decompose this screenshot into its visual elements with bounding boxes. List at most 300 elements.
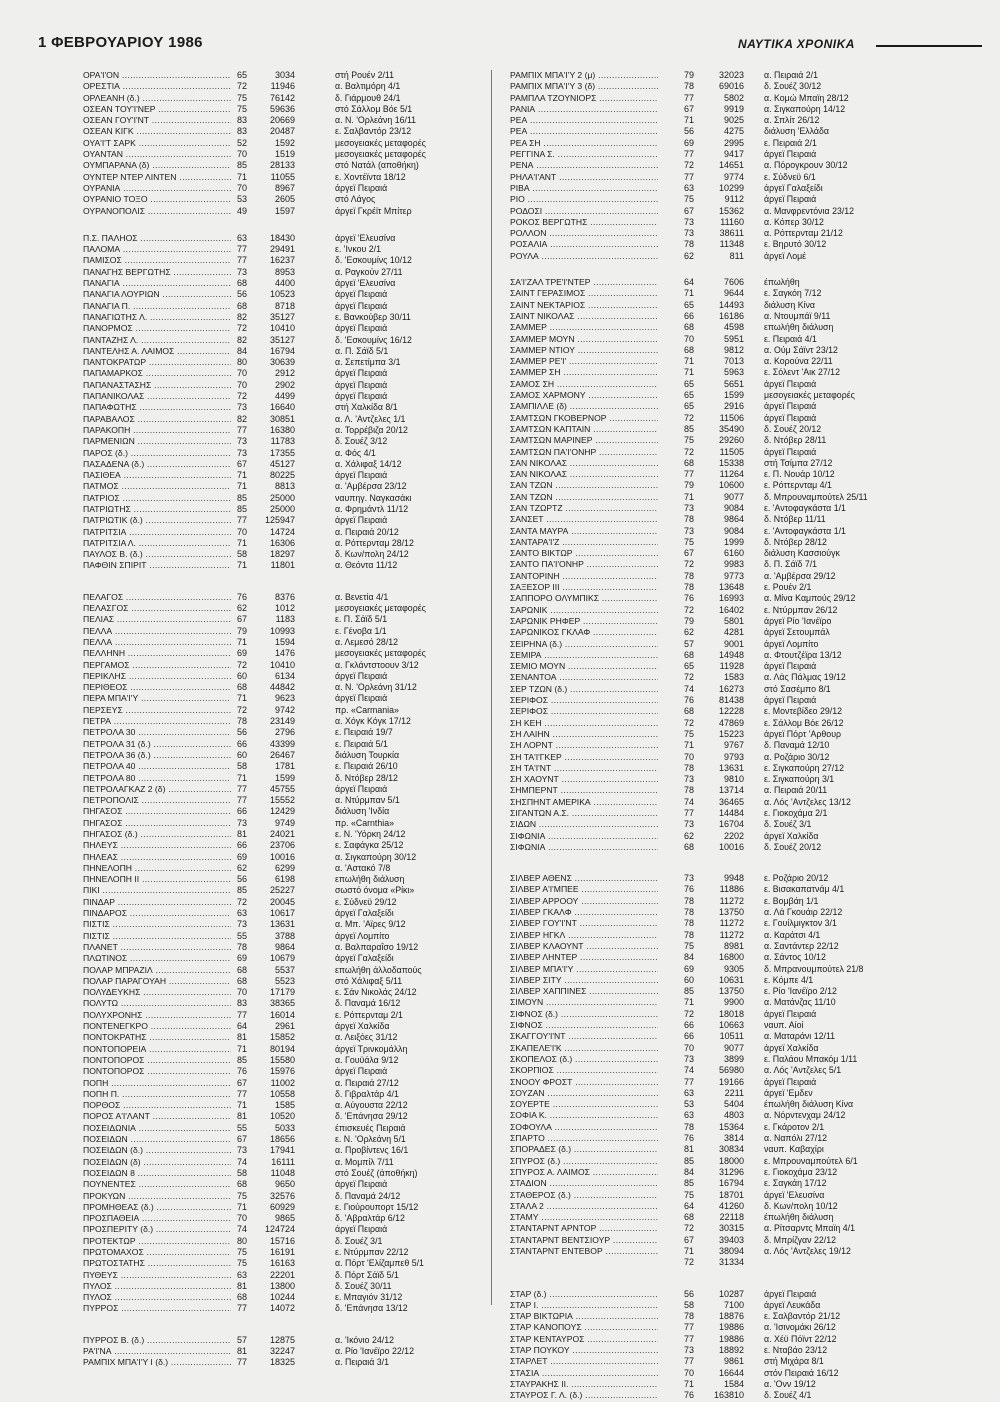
- ship-name: ΠΥΡΡΟΣ Β. (δ.) .....: [83, 1335, 231, 1346]
- ship-name: ΣΤΑΡ ΚΑΝΟΠΟΥΣ .....: [510, 1322, 658, 1333]
- ship-name: ΣΙΛΒΕΡ ΧΑΠΠΙΝΕΣ .....: [510, 986, 658, 997]
- ship-name: ΠΕΛΙΑΣ .....: [83, 614, 231, 625]
- build-year: 70: [236, 182, 247, 193]
- tonnage: 10679: [269, 953, 295, 964]
- ship-name: ΠΗΛΕΑΣ .....: [83, 852, 231, 863]
- tonnage: 15580: [269, 1054, 295, 1065]
- ship-status: άργεϊ Λομπίτο: [764, 638, 819, 649]
- ship-status: δ. Σουέζ 20/12: [764, 423, 822, 434]
- ship-name: ΣΤΑΥΡΟΣ Γ. Λ. (δ.) .....: [510, 1390, 658, 1401]
- tonnage: 16794: [718, 1178, 744, 1189]
- build-year: 72: [236, 81, 247, 92]
- ship-status: ε. Χοντέϊντα 18/12: [335, 171, 406, 182]
- tonnage: 11272: [719, 918, 744, 929]
- ship-status: ε. Νταβάο 23/12: [764, 1345, 828, 1356]
- build-year: 69: [683, 963, 694, 974]
- ship-entry: [83, 682, 485, 693]
- build-year: 77: [683, 149, 694, 160]
- tonnage: 10016: [718, 841, 744, 852]
- build-year: 85: [236, 503, 247, 514]
- ship-status: ε. Γένοβα 1/1: [335, 625, 387, 636]
- ship-name: ΠΙΣΤΙΣ .....: [83, 931, 231, 942]
- ship-entry: [510, 1122, 980, 1133]
- ship-name: ΠΛΑΝΕΤ .....: [83, 942, 231, 953]
- ship-status: άργεϊ Γαλαξείδι: [335, 908, 394, 919]
- ship-name: ΡΟΥΛΑ .....: [510, 251, 658, 262]
- tonnage: 15976: [269, 1066, 295, 1077]
- ship-status: δ. Ντόβερ 28/12: [335, 772, 398, 783]
- ship-entry: [83, 1021, 485, 1032]
- build-year: 75: [683, 536, 694, 547]
- build-year: 66: [236, 806, 247, 817]
- tonnage: 13750: [718, 907, 744, 918]
- build-year: 78: [236, 941, 247, 952]
- build-year: 77: [683, 469, 694, 480]
- tonnage: 16380: [269, 424, 295, 435]
- build-year: 64: [683, 1200, 694, 1211]
- tonnage: 11886: [719, 884, 744, 895]
- ship-name: ΣΟΥΖΑΝ .....: [510, 1088, 658, 1099]
- ship-name: ΠΑΦΘΙΝ ΣΠΙΡΙΤ .....: [83, 560, 231, 571]
- ship-status: διάλυση 'Ελλάδα: [764, 126, 829, 137]
- ship-entry: [83, 1010, 485, 1021]
- build-year: 75: [683, 435, 694, 446]
- ship-status: άργεϊ Πειραιά: [764, 446, 817, 457]
- ship-entry: [510, 480, 980, 491]
- build-year: 77: [236, 1303, 247, 1314]
- ship-entry: [83, 1258, 485, 1269]
- ship-name: ΣΠΥΡΟΣ (δ.) .....: [510, 1156, 658, 1167]
- ship-status: α. Ρόττερνταμ 28/12: [335, 537, 414, 548]
- tonnage: 38365: [269, 998, 295, 1009]
- ship-entry: [510, 661, 980, 672]
- tonnage: 9810: [723, 774, 744, 785]
- ship-entry: [510, 160, 980, 171]
- ship-status: στό Λάγος: [335, 194, 376, 205]
- ship-entry: [83, 1044, 485, 1055]
- ship-status: ε. Π. Νουάρ 10/12: [764, 469, 835, 480]
- tonnage: 31334: [718, 1257, 744, 1268]
- build-year: 64: [683, 277, 694, 288]
- ship-name: ΣΙΛΒΕΡ ΓΟΥ'Ι'ΝΤ .....: [510, 918, 658, 929]
- ship-entry: [510, 1020, 980, 1031]
- ship-name: ΠΥΛΟΣ .....: [83, 1281, 231, 1292]
- build-year: 68: [683, 649, 694, 660]
- ship-name: ΠΟΛΥΧΡΟΝΗΣ .....: [83, 1010, 231, 1021]
- build-year: 71: [236, 171, 247, 182]
- ship-entry: [83, 1168, 485, 1179]
- build-year: 78: [683, 81, 694, 92]
- build-year: 78: [683, 582, 694, 593]
- tonnage: 9864: [723, 514, 744, 525]
- tonnage: 3899: [723, 1053, 744, 1064]
- ship-name: ΣΙΔΩΝ .....: [510, 819, 658, 830]
- tonnage: 9077: [723, 491, 744, 502]
- column-divider: [491, 70, 492, 1305]
- tonnage: 15338: [718, 457, 744, 468]
- ship-entry: [510, 183, 980, 194]
- build-year: 74: [236, 1156, 247, 1167]
- ship-status: ε. 'Αντοφαγκάστα 1/1: [764, 502, 846, 513]
- ship-name: ΠΕΡΓΑΜΟΣ .....: [83, 660, 231, 671]
- ship-name: ΠΕΡΑ ΜΠΑ'Ι'Υ .....: [83, 693, 231, 704]
- ship-name: ΣΙΦΩΝΙΑ .....: [510, 831, 658, 842]
- build-year: 77: [236, 244, 247, 255]
- ship-status: α. Αύγουστα 22/12: [335, 1100, 408, 1111]
- ship-name: ΠΙΣΤΙΣ .....: [83, 919, 231, 930]
- ship-status: α. Σπλίτ 26/12: [764, 115, 820, 126]
- tonnage: 163810: [713, 1390, 744, 1401]
- ship-status: μεσογειακές μεταφορές: [335, 603, 426, 614]
- tonnage: 5802: [723, 92, 744, 103]
- ship-name: ΣΚΟΠΕΛΟΣ (δ.) .....: [510, 1054, 658, 1065]
- ship-name: ΣΗ ΧΑΟΥΝΤ .....: [510, 774, 658, 785]
- ship-entry: [510, 311, 980, 322]
- ship-entry: [510, 718, 980, 729]
- build-year: 82: [236, 334, 247, 345]
- ship-status: άργεϊ Πόρτ 'Αρθουρ: [764, 728, 842, 739]
- ship-name: ΣΤΑΝΤΑΡΝΤ ΒΕΝΤΣΙΟΥΡ .....: [510, 1235, 658, 1246]
- tonnage: 18297: [269, 549, 295, 560]
- ship-status: στό Νατάλ (αποθήκη): [335, 160, 419, 171]
- ship-entry: [83, 942, 485, 953]
- ship-entry: [83, 727, 485, 738]
- ship-name: ΠΟΛΑΡ ΜΠΡΑΖΙΛ .....: [83, 965, 231, 976]
- ship-name: ΣΑ'Ι'ΖΑΛ ΤΡΕ'Ι'ΝΤΕΡ .....: [510, 277, 658, 288]
- ship-name: ΣΑΜΠΙΛΛΕ (δ) .....: [510, 401, 658, 412]
- ship-status: α. 'Ισινομάκι 26/12: [764, 1322, 836, 1333]
- build-year: 67: [236, 458, 247, 469]
- build-year: 75: [683, 1189, 694, 1200]
- ship-status: α. Ντύρμπαν 5/1: [335, 795, 400, 806]
- tonnage: 10410: [269, 323, 295, 334]
- ship-status: α. Βενετία 4/1: [335, 591, 389, 602]
- ship-entry: [83, 436, 485, 447]
- tonnage: 1519: [274, 149, 295, 160]
- ship-name: ΣΑΝΤΟΡΙΝΗ .....: [510, 571, 658, 582]
- ship-name: ΠΕΛΛΑ .....: [83, 626, 231, 637]
- tonnage: 9305: [723, 963, 744, 974]
- tonnage: 10558: [269, 1088, 295, 1099]
- ship-name: ΣΙΦΝΟΣ .....: [510, 1020, 658, 1031]
- ship-name: ΣΤΑΡ Ι. .....: [510, 1300, 658, 1311]
- tonnage: 1597: [274, 205, 295, 216]
- tonnage: 18892: [718, 1345, 744, 1356]
- tonnage: 1999: [723, 536, 744, 547]
- ship-entry: [510, 941, 980, 952]
- tonnage: 8718: [274, 300, 295, 311]
- ship-status: άργεϊ Πειραιά: [335, 323, 388, 334]
- ship-name: ΣΤΑΡ ΒΙΚΤΩΡΙΑ .....: [510, 1311, 658, 1322]
- ship-entry: [510, 975, 980, 986]
- ship-entry: [510, 1345, 980, 1356]
- ship-name: ΡΟΔΟΣΙ .....: [510, 206, 658, 217]
- ship-status: στή Μιχάρα 8/1: [764, 1356, 824, 1367]
- ship-entry: [510, 1257, 980, 1268]
- tonnage: 10016: [269, 851, 295, 862]
- ship-status: δ. Ντόβερ 11/11: [764, 514, 826, 525]
- tonnage: 11055: [270, 171, 295, 182]
- tonnage: 2916: [723, 401, 744, 412]
- ship-name: ΠΗΓΑΣΟΣ (δ.) .....: [83, 829, 231, 840]
- tonnage: 8813: [274, 481, 295, 492]
- ship-status: α. Λός 'Αντζελες 19/12: [764, 1245, 851, 1256]
- build-year: 76: [683, 1390, 694, 1401]
- ship-status: α. Πειραιά 20/12: [335, 526, 399, 537]
- build-year: 85: [236, 885, 247, 896]
- tonnage: 14724: [269, 526, 295, 537]
- build-year: 71: [683, 356, 694, 367]
- build-year: 81: [236, 829, 247, 839]
- build-year: 78: [683, 929, 694, 940]
- ship-entry: [83, 104, 485, 115]
- tonnage: 76142: [269, 92, 295, 103]
- tonnage: 30315: [718, 1223, 744, 1234]
- build-year: 71: [236, 560, 247, 571]
- build-year: 78: [683, 570, 694, 581]
- ship-entry: [83, 323, 485, 334]
- ship-status: στό Σάλλομ Βόε 5/1: [335, 103, 413, 114]
- ship-entry: [83, 1335, 485, 1346]
- ship-entry: [83, 560, 485, 571]
- tonnage: 15716: [269, 1235, 295, 1246]
- ship-entry: [510, 740, 980, 751]
- build-year: 72: [683, 446, 694, 457]
- tonnage: 59636: [269, 103, 295, 114]
- tonnage: 47869: [718, 717, 744, 728]
- ship-entry: [83, 784, 485, 795]
- ship-entry: [83, 637, 485, 648]
- ship-name: ΠΕΤΡΟΛΑ 31 (δ.) .....: [83, 739, 231, 750]
- ship-entry: [83, 773, 485, 784]
- ship-status: α. Βαλπαραΐσο 19/12: [335, 941, 419, 952]
- build-year: 67: [683, 1234, 694, 1245]
- ship-entry: [83, 289, 485, 300]
- build-year: 71: [683, 1378, 694, 1389]
- ship-status: ε. Σάλλομ Βόε 26/12: [764, 717, 844, 728]
- tonnage: 9865: [274, 1213, 295, 1224]
- ship-status: α. Ν. 'Ορλεάνη 31/12: [335, 682, 417, 693]
- tonnage: 16800: [718, 952, 744, 963]
- ship-status: ναυπ. Αίοί: [764, 1020, 804, 1031]
- build-year: 62: [683, 250, 694, 261]
- tonnage: 15223: [718, 728, 744, 739]
- ship-status: άργεϊ Λομέ: [764, 250, 807, 261]
- ship-name: ΣΑΙΝΤ ΝΕΚΤΑΡΙΟΣ .....: [510, 300, 658, 311]
- ship-entry: [510, 424, 980, 435]
- ship-name: ΣΙΦΝΟΣ (δ.) .....: [510, 1009, 658, 1020]
- ship-entry: [510, 413, 980, 424]
- ship-entry: [83, 931, 485, 942]
- ship-entry: [83, 840, 485, 851]
- tonnage: 11506: [719, 412, 744, 423]
- build-year: 70: [683, 751, 694, 762]
- ship-entry: [83, 1202, 485, 1213]
- tonnage: 16014: [269, 1009, 295, 1020]
- ship-status: δ. 'Επάνησα 13/12: [335, 1303, 408, 1314]
- ship-name: ΠΥΘΕΥΣ .....: [83, 1270, 231, 1281]
- ship-name: ΣΑΜΜΕΡ .....: [510, 322, 658, 333]
- ship-name: ΠΟΝΤΟΠΟΡΕΙΑ .....: [83, 1044, 231, 1055]
- tonnage: 2796: [274, 727, 295, 738]
- ship-name: ΠΟΥΝΕΝΤΕΣ .....: [83, 1179, 231, 1190]
- build-year: 80: [236, 1235, 247, 1246]
- ship-entry: [83, 255, 485, 266]
- tonnage: 10617: [269, 908, 295, 919]
- ship-status: άργεϊ Λευκάδα: [764, 1299, 821, 1310]
- tonnage: 16704: [718, 819, 744, 830]
- ship-entry: [510, 149, 980, 160]
- ship-entry: [83, 987, 485, 998]
- ship-entry: [83, 1191, 485, 1202]
- tonnage: 10631: [718, 974, 744, 985]
- ship-status: ε. Σάν Νικολάς 24/12: [335, 987, 417, 998]
- tonnage: 14651: [718, 160, 744, 171]
- ship-status: άργεϊ Πειραιά: [335, 470, 388, 481]
- build-year: 79: [683, 480, 694, 491]
- ship-name: ΣΕΡ ΤΖΩΝ (δ.) .....: [510, 684, 658, 695]
- ship-entry: [83, 1292, 485, 1303]
- build-year: 81: [236, 1111, 247, 1122]
- ship-entry: [510, 1077, 980, 1088]
- tonnage: 5404: [723, 1099, 744, 1110]
- build-year: 78: [683, 907, 694, 918]
- ship-entry: [510, 379, 980, 390]
- ship-name: ΟΡΛΕΑΝΗ (δ.) .....: [83, 93, 231, 104]
- ship-name: ΠΙΝΔΑΡΟΣ .....: [83, 908, 231, 919]
- tonnage: 4803: [723, 1110, 744, 1121]
- ship-name: ΣΤΑΣΙΑ .....: [510, 1368, 658, 1379]
- tonnage: 6160: [723, 548, 744, 559]
- build-year: 65: [683, 390, 694, 401]
- build-year: 68: [683, 706, 694, 717]
- ship-entry: [83, 1236, 485, 1247]
- ship-entry: [510, 115, 980, 126]
- ship-entry: [510, 93, 980, 104]
- ship-name: ΣΤΑΡ ΠΟΥΚΟΥ .....: [510, 1345, 658, 1356]
- build-year: 73: [683, 774, 694, 785]
- ship-name: ΠΕΤΡΟΛΑ 36 (δ.) .....: [83, 750, 231, 761]
- tonnage: 1476: [274, 648, 295, 659]
- ship-status: ε. Βηρυτό 30/12: [764, 239, 827, 250]
- tonnage: 10299: [718, 182, 744, 193]
- build-year: 57: [236, 1334, 247, 1345]
- tonnage: 9077: [723, 1042, 744, 1053]
- tonnage: 9774: [723, 171, 744, 182]
- ship-name: ΠΑΡΑΒΑΛΟΣ .....: [83, 414, 231, 425]
- build-year: 73: [683, 819, 694, 830]
- build-year: 78: [236, 716, 247, 727]
- build-year: 73: [236, 402, 247, 413]
- build-year: 71: [236, 1100, 247, 1111]
- tonnage: 1599: [274, 772, 295, 783]
- ship-entry: [83, 761, 485, 772]
- tonnage: 6299: [274, 862, 295, 873]
- ship-name: ΣΕΡΙΦΟΣ .....: [510, 695, 658, 706]
- tonnage: 9767: [723, 740, 744, 751]
- build-year: 73: [683, 502, 694, 513]
- ship-entry: [510, 390, 980, 401]
- build-year: 68: [236, 1179, 247, 1190]
- ship-name: ΟΥΑ'Ι'Τ ΣΑΡΚ .....: [83, 138, 231, 149]
- ship-name: ΣΑΜΤΣΩΝ ΠΑ'Ι'ΟΝΗΡ .....: [510, 447, 658, 458]
- ship-name: ΣΑΝ ΤΖΩΡΤΖ .....: [510, 503, 658, 514]
- build-year: 75: [683, 194, 694, 205]
- ship-name: ΠΕΤΡΟΠΟΛΙΣ .....: [83, 795, 231, 806]
- magazine-title: ΝΑΥΤΙΚΑ ΧΡΟΝΙΚΑ: [738, 37, 855, 51]
- ship-name: ΡΑΜΠΙΧ ΜΠΑ'Ι'Υ 3 (δ) .....: [510, 81, 658, 92]
- build-year: 75: [236, 1190, 247, 1201]
- tonnage: 11801: [270, 560, 295, 571]
- ship-status: ε. Σιγκαπούρη 3/1: [764, 774, 835, 785]
- ship-name: ΣΑΜΤΣΩΝ ΓΚΟΒΕΡΝΟΡ .....: [510, 413, 658, 424]
- tonnage: 16993: [718, 593, 744, 604]
- ship-name: ΣΕΝΑΝΤΟΑ .....: [510, 672, 658, 683]
- ship-entry: [83, 1123, 485, 1134]
- ship-status: α. Λειξόες 31/12: [335, 1032, 398, 1043]
- ship-entry: [510, 1368, 980, 1379]
- tonnage: 3034: [274, 70, 295, 80]
- tonnage: 1594: [274, 636, 295, 647]
- ship-entry: [83, 357, 485, 368]
- build-year: 68: [236, 1292, 247, 1303]
- build-year: 60: [236, 670, 247, 681]
- ship-name: ΣΑΜΜΕΡ ΜΟΥΝ .....: [510, 334, 658, 345]
- ship-entry: [510, 503, 980, 514]
- ship-status: άργεϊ Πειραιά: [335, 783, 388, 794]
- tonnage: 9919: [723, 103, 744, 114]
- ship-status: α. 'Αστακό 7/8: [335, 862, 391, 873]
- ship-entry: [83, 1145, 485, 1156]
- ship-status: ε. Γιοκοχάμα 23/12: [764, 1166, 838, 1177]
- ship-name: ΣΤΑΡ (δ.) .....: [510, 1289, 658, 1300]
- tonnage: 16794: [269, 345, 295, 356]
- ship-status: άργεϊ Πειραιά: [764, 401, 817, 412]
- ship-name: ΠΑΝΑΓΙΩΤΗΣ Λ. .....: [83, 312, 231, 323]
- ship-status: ε. Ν. 'Ορλεάνη 5/1: [335, 1134, 406, 1145]
- ship-entry: [510, 251, 980, 262]
- ship-status: ε. Ντύρμπαν 26/12: [764, 604, 838, 615]
- ship-name: ΣΤΑΡ ΚΕΝΤΑΥΡΟΣ .....: [510, 1334, 658, 1345]
- ship-name: ΣΙΛΒΕΡ ΜΠΑ'Ι'Υ .....: [510, 964, 658, 975]
- ship-status: άργεϊ Πειραιά: [335, 300, 388, 311]
- ship-status: άργεϊ Πειραιά: [764, 194, 817, 205]
- ship-entry: [510, 1065, 980, 1076]
- build-year: 71: [236, 537, 247, 548]
- ship-entry: [83, 459, 485, 470]
- build-year: 83: [236, 998, 247, 1009]
- ship-entry: [510, 458, 980, 469]
- ship-name: ΠΟΝΤΟΠΟΡΟΣ .....: [83, 1055, 231, 1066]
- ship-status: ε. Βανκούβερ 30/11: [335, 311, 411, 322]
- ship-name: ΣΕΜΙΡΑ .....: [510, 650, 658, 661]
- ship-entry: [83, 1346, 485, 1357]
- build-year: 67: [683, 103, 694, 114]
- tonnage: 12429: [269, 806, 295, 817]
- ship-name: ΠΟΛΥΤΩ .....: [83, 998, 231, 1009]
- ship-status: ε. Σιγκαπούρη 27/12: [764, 762, 844, 773]
- ship-name: ΠΡΩΤΟΜΑΧΟΣ .....: [83, 1247, 231, 1258]
- build-year: 85: [236, 492, 247, 503]
- tonnage: 2961: [274, 1021, 295, 1032]
- ship-entry: [83, 267, 485, 278]
- tonnage: 1585: [274, 1100, 295, 1111]
- build-year: 63: [683, 182, 694, 193]
- ship-entry: [510, 706, 980, 717]
- ship-status: α. Πειραιά 2/1: [764, 70, 819, 80]
- tonnage: 11048: [270, 1167, 295, 1178]
- ship-status: στό Σασέμπο 8/1: [764, 683, 831, 694]
